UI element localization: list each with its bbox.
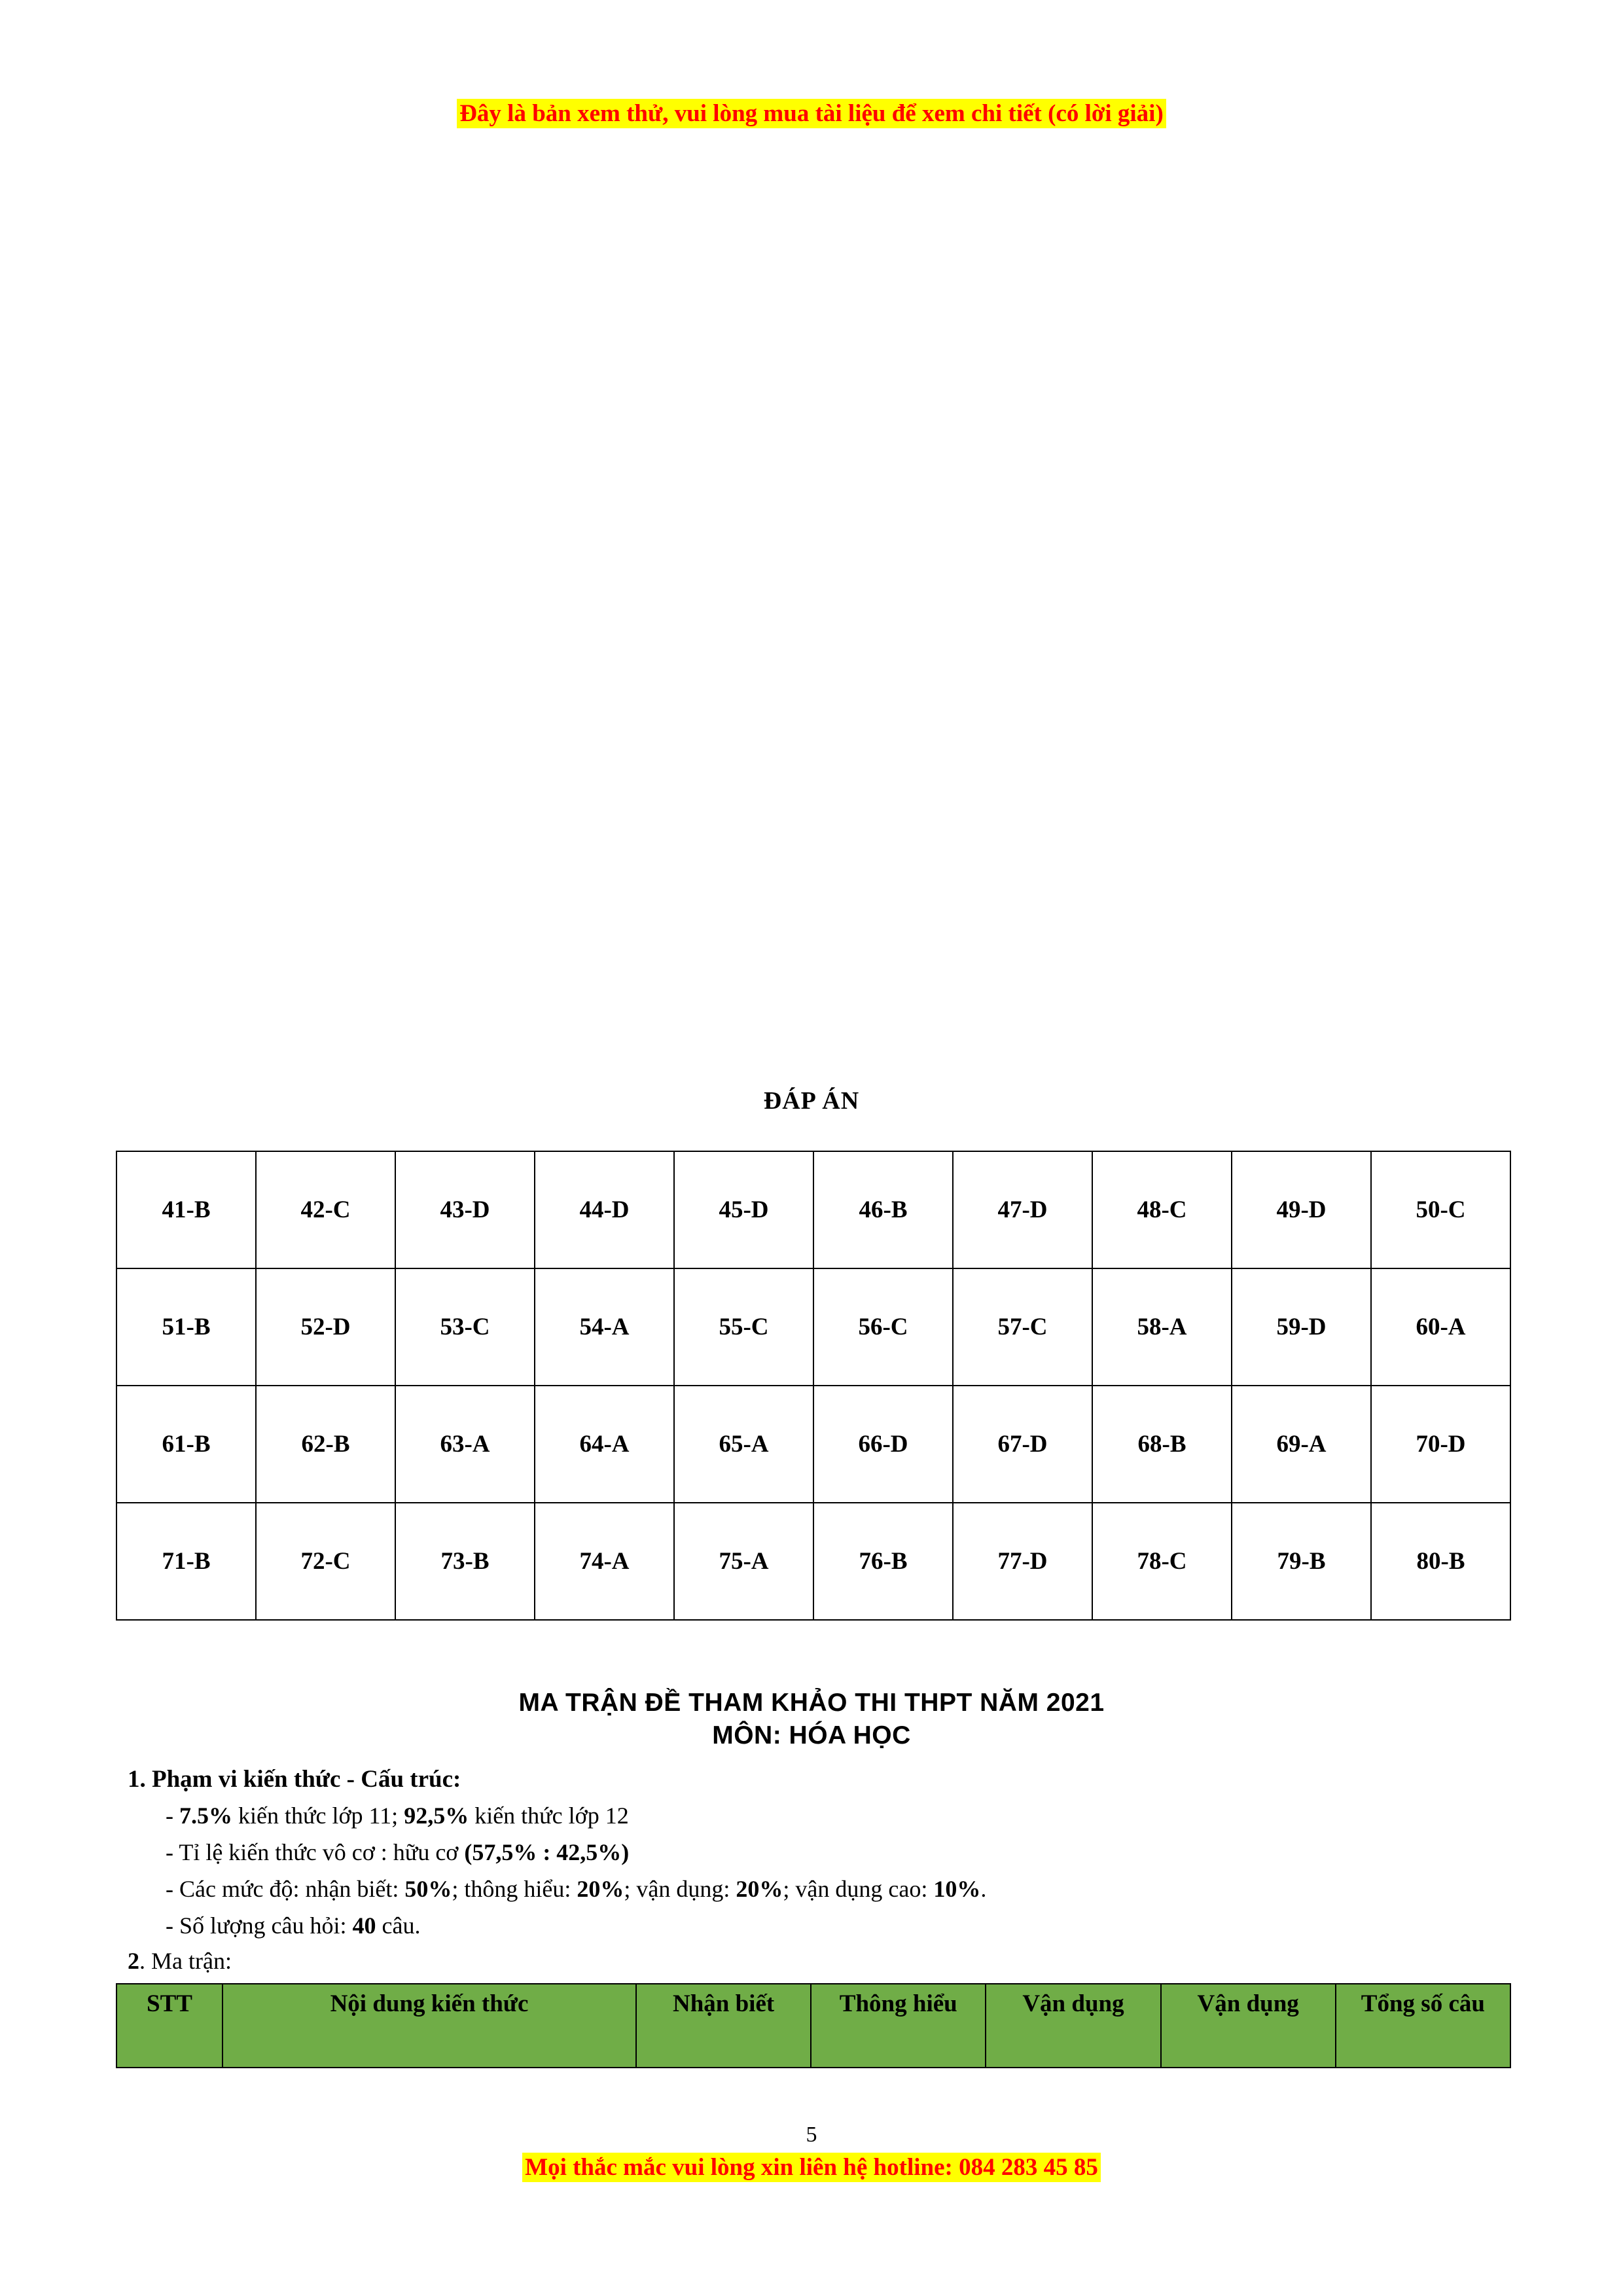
table-row xyxy=(116,1503,1510,1620)
answer-cell: 76-B xyxy=(813,1503,953,1620)
bullet-prefix: - xyxy=(166,1803,179,1829)
answer-cell: 57-C xyxy=(953,1268,1092,1386)
answer-cell: 70-D xyxy=(1371,1386,1510,1503)
bullet-suffix: ; vận dụng: xyxy=(624,1875,736,1902)
scope-heading: 1. Phạm vi kiến thức - Cấu trúc: xyxy=(128,1766,461,1793)
answer-cell: 74-A xyxy=(535,1503,674,1620)
bullet-bold-2: 20% xyxy=(577,1875,624,1902)
bullet-bold-1: 50% xyxy=(404,1875,452,1902)
answer-cell: 45-D xyxy=(674,1151,813,1268)
bullet-mid: ; thông hiểu: xyxy=(452,1875,577,1902)
answer-cell: 54-A xyxy=(535,1268,674,1386)
answer-cell: 71-B xyxy=(116,1503,256,1620)
answer-key-table xyxy=(116,1151,1511,1621)
answer-cell: 50-C xyxy=(1371,1151,1510,1268)
answer-cell: 78-C xyxy=(1092,1503,1232,1620)
answer-cell: 62-B xyxy=(256,1386,395,1503)
answer-cell: 80-B xyxy=(1371,1503,1510,1620)
scope-bullet-4 xyxy=(128,1908,1515,1945)
matrix-section-heading xyxy=(128,1947,232,1975)
answer-cell: 59-D xyxy=(1232,1268,1371,1386)
bullet-prefix: - Tỉ lệ kiến thức vô cơ : hữu cơ xyxy=(166,1839,465,1866)
bullet-suffix-3: . xyxy=(980,1875,987,1902)
scope-bullet-1 xyxy=(128,1798,1515,1835)
bullet-prefix: - Số lượng câu hỏi: xyxy=(166,1912,353,1939)
answer-cell: 52-D xyxy=(256,1268,395,1386)
answer-cell: 48-C xyxy=(1092,1151,1232,1268)
bullet-suffix-2: ; vận dụng cao: xyxy=(783,1875,934,1902)
matrix-table xyxy=(116,1983,1511,2068)
answer-key-title: ĐÁP ÁN xyxy=(763,1087,860,1115)
matrix-section-number: 2 xyxy=(128,1948,139,1974)
matrix-col-noidung: Nội dung kiến thức xyxy=(223,1984,636,2068)
answer-cell: 58-A xyxy=(1092,1268,1232,1386)
hotline-banner xyxy=(0,2153,1623,2181)
matrix-col-vandung-2: Vận dụng xyxy=(1161,1984,1336,2068)
table-row xyxy=(116,1151,1510,1268)
answer-cell: 44-D xyxy=(535,1151,674,1268)
answer-cell: 49-D xyxy=(1232,1151,1371,1268)
matrix-col-thonghieu: Thông hiểu xyxy=(811,1984,986,2068)
matrix-col-nhanbiet: Nhận biết xyxy=(636,1984,811,2068)
answer-cell: 73-B xyxy=(395,1503,535,1620)
bullet-bold-2: 92,5% xyxy=(404,1803,469,1829)
matrix-title-line2: MÔN: HÓA HỌC xyxy=(712,1721,911,1749)
table-header-row xyxy=(116,1984,1510,2068)
answer-cell: 72-C xyxy=(256,1503,395,1620)
bullet-bold-4: 10% xyxy=(933,1875,981,1902)
bullet-bold-1: 40 xyxy=(352,1912,376,1939)
preview-notice-text: Đây là bản xem thử, vui lòng mua tài liệu để xem chi tiết (có lời giải) xyxy=(457,99,1166,128)
answer-cell: 67-D xyxy=(953,1386,1092,1503)
bullet-bold-1: (57,5% : 42,5%) xyxy=(464,1839,630,1866)
page-number: 5 xyxy=(806,2123,817,2147)
answer-cell: 69-A xyxy=(1232,1386,1371,1503)
matrix-title-line1: MA TRẬN ĐỀ THAM KHẢO THI THPT NĂM 2021 xyxy=(518,1689,1105,1717)
answer-cell: 55-C xyxy=(674,1268,813,1386)
answer-cell: 46-B xyxy=(813,1151,953,1268)
preview-notice-banner xyxy=(0,98,1623,130)
matrix-col-vandung-1: Vận dụng xyxy=(986,1984,1160,2068)
answer-cell: 42-C xyxy=(256,1151,395,1268)
matrix-col-stt: STT xyxy=(116,1984,223,2068)
answer-cell: 53-C xyxy=(395,1268,535,1386)
bullet-prefix: - Các mức độ: nhận biết: xyxy=(166,1875,405,1902)
answer-cell: 51-B xyxy=(116,1268,256,1386)
answer-cell: 68-B xyxy=(1092,1386,1232,1503)
answer-cell: 47-D xyxy=(953,1151,1092,1268)
bullet-mid: câu. xyxy=(376,1912,421,1939)
table-row xyxy=(116,1268,1510,1386)
answer-cell: 56-C xyxy=(813,1268,953,1386)
answer-cell: 79-B xyxy=(1232,1503,1371,1620)
bullet-mid: kiến thức lớp 11; xyxy=(232,1803,404,1829)
scope-bullet-2 xyxy=(128,1835,1515,1871)
table-row xyxy=(116,1386,1510,1503)
hotline-text: Mọi thắc mắc vui lòng xin liên hệ hotline: 084 283 45 85 xyxy=(522,2153,1101,2182)
scope-bullet-3 xyxy=(128,1871,1515,1908)
answer-cell: 66-D xyxy=(813,1386,953,1503)
matrix-col-tongsocau: Tổng số câu xyxy=(1336,1984,1510,2068)
answer-cell: 64-A xyxy=(535,1386,674,1503)
answer-cell: 65-A xyxy=(674,1386,813,1503)
answer-key-table-wrapper xyxy=(116,1151,1511,1621)
answer-cell: 41-B xyxy=(116,1151,256,1268)
answer-cell: 77-D xyxy=(953,1503,1092,1620)
bullet-bold-3: 20% xyxy=(736,1875,783,1902)
answer-cell: 43-D xyxy=(395,1151,535,1268)
bullet-bold-1: 7.5% xyxy=(179,1803,232,1829)
matrix-heading xyxy=(0,1689,1623,1750)
answer-cell: 75-A xyxy=(674,1503,813,1620)
scope-section xyxy=(128,1761,1515,1945)
answer-cell: 61-B xyxy=(116,1386,256,1503)
matrix-section-label: . Ma trận: xyxy=(139,1948,232,1974)
bullet-suffix: kiến thức lớp 12 xyxy=(469,1803,629,1829)
answer-cell: 60-A xyxy=(1371,1268,1510,1386)
matrix-table-wrapper xyxy=(116,1983,1511,2068)
answer-cell: 63-A xyxy=(395,1386,535,1503)
